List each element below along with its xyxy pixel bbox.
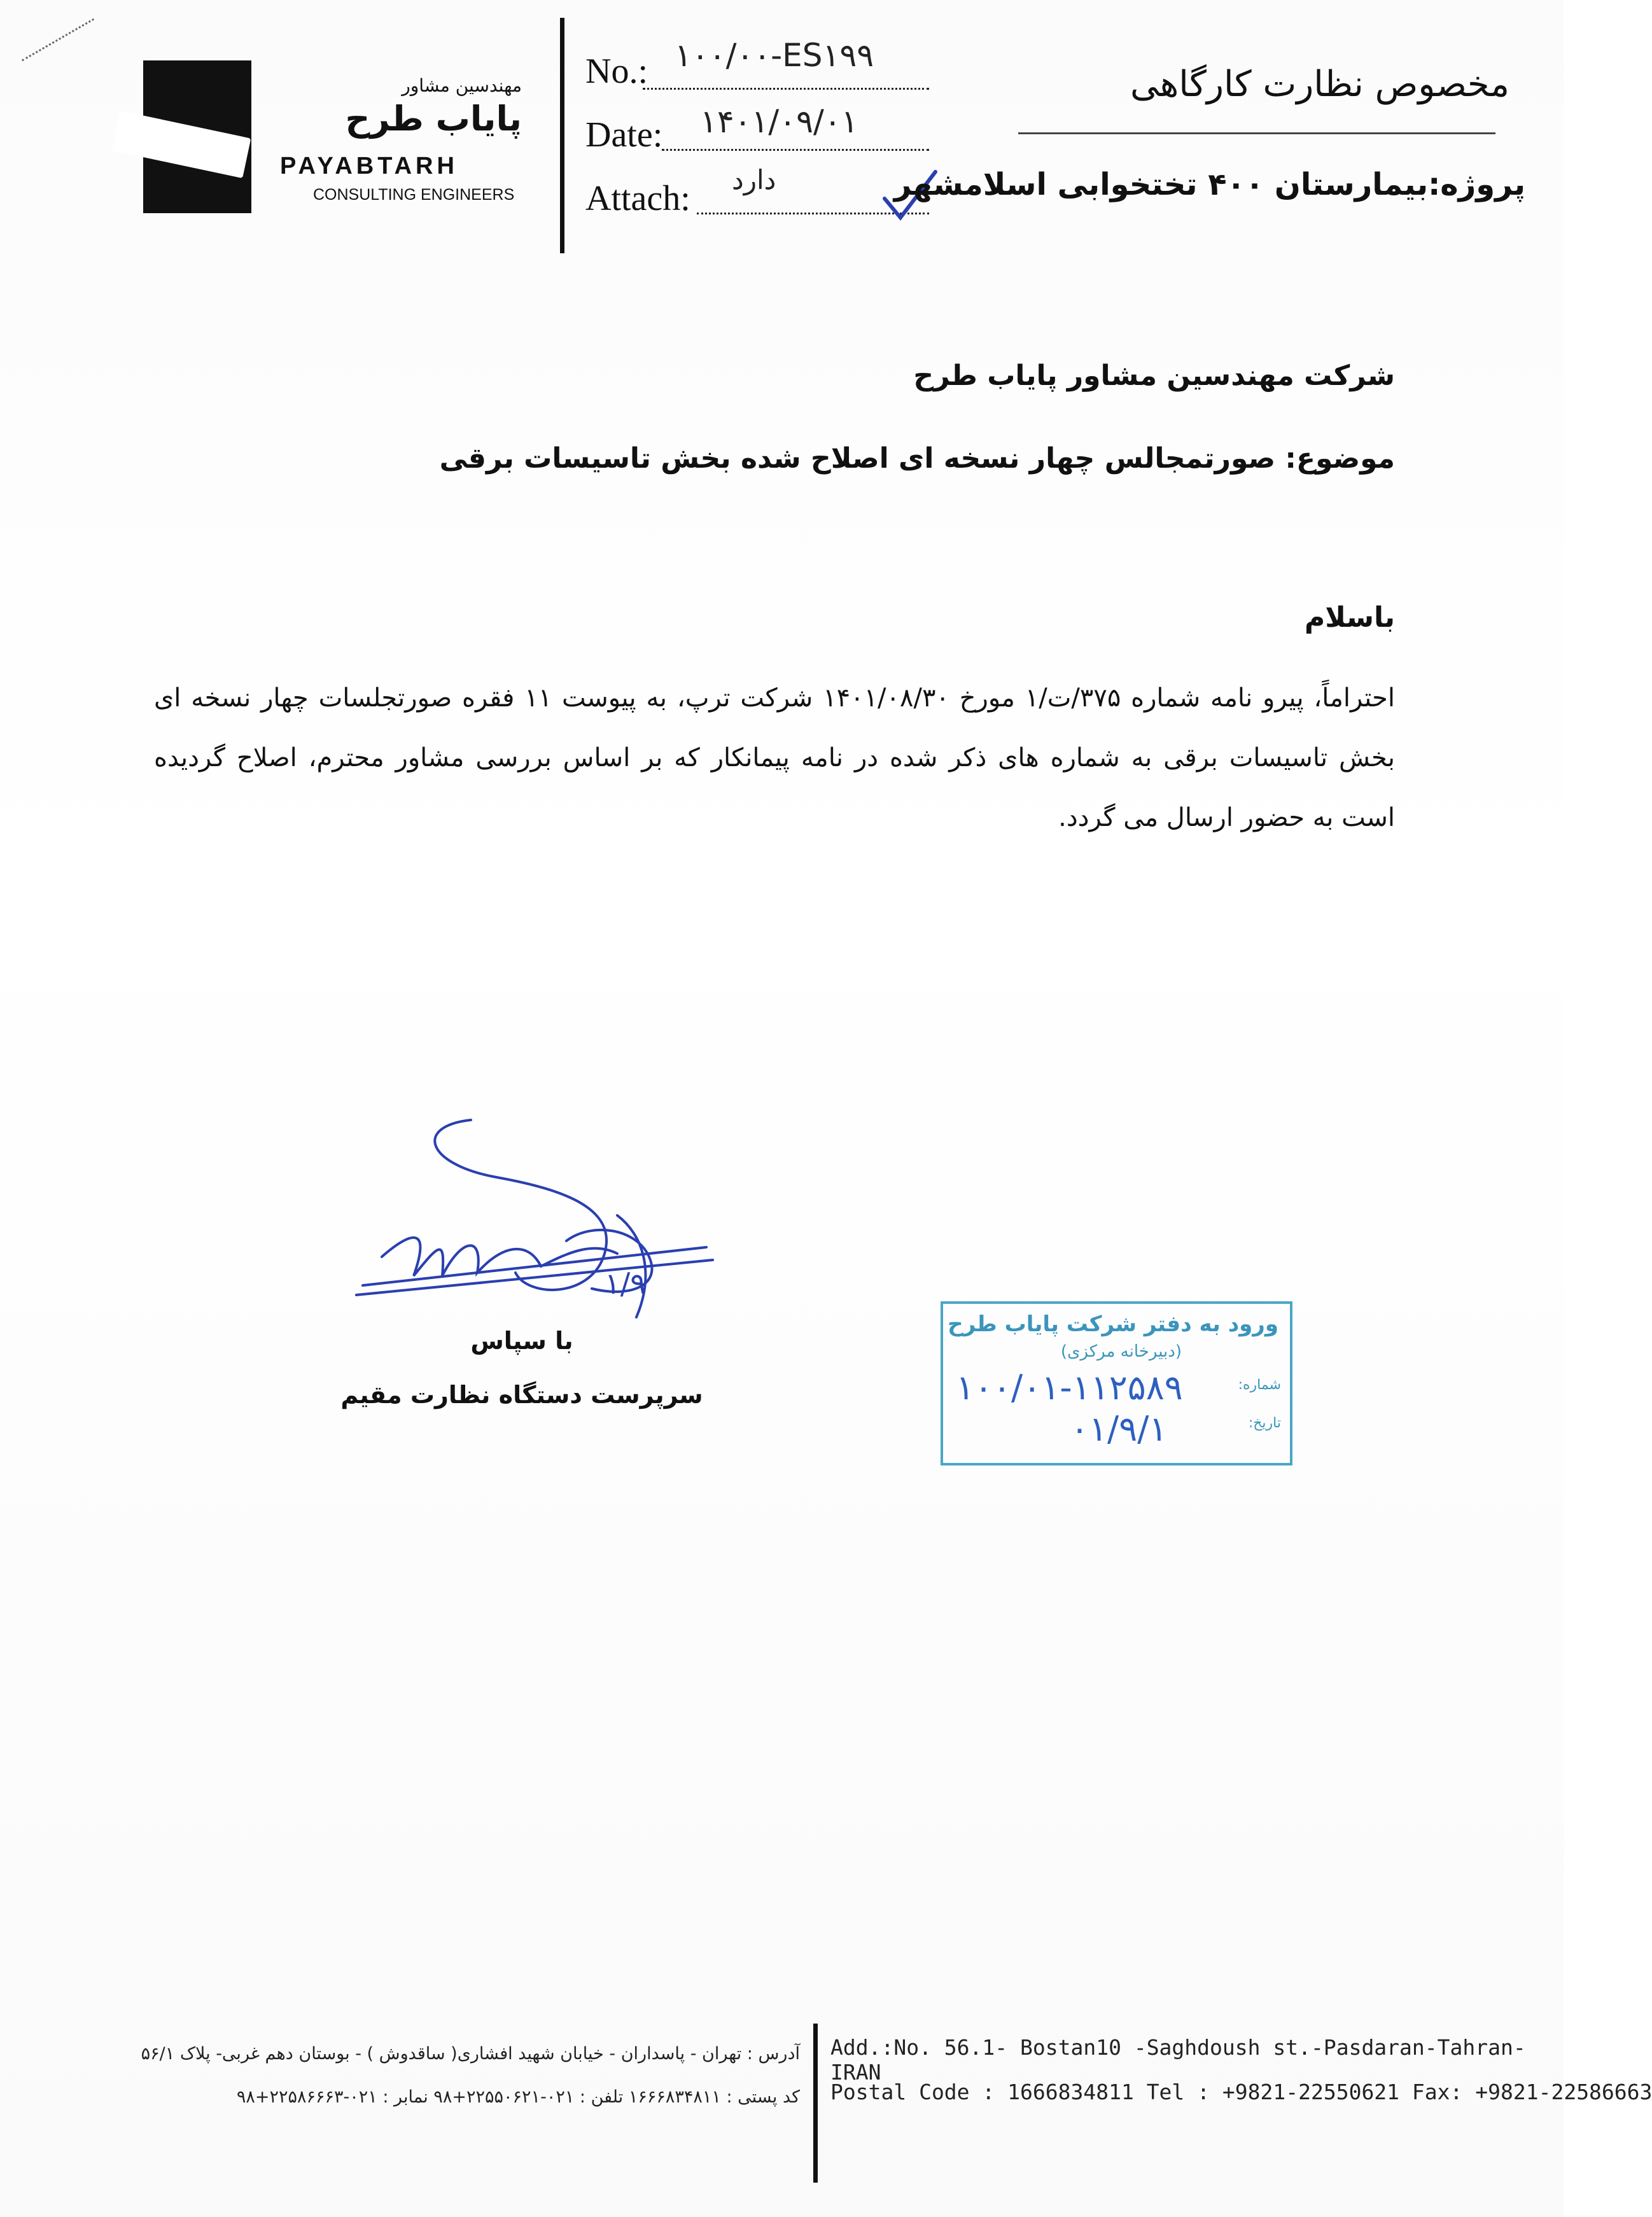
header-divider — [560, 18, 564, 253]
no-value: ۱۰۰/۰۰-ES۱۹۹ — [675, 37, 874, 74]
no-dotline — [643, 88, 929, 90]
attach-value: دارد — [732, 164, 776, 195]
project-title: پروژه:بیمارستان ۴۰۰ تختخوابی اسلامشهر — [893, 167, 1525, 202]
date-dotline — [662, 149, 929, 151]
footer-en-address: Add.:No. 56.1- Bostan10 -Saghdoush st.-Pasdaran-Tahran-IRAN — [830, 2035, 1526, 2085]
stamp-subtitle: (دبیرخانه مرکزی) — [1060, 1342, 1182, 1361]
stamp-number-value: ۱۰۰/۰۱-۱۱۲۵۸۹ — [956, 1367, 1183, 1408]
date-value: ۱۴۰۱/۰۹/۰۱ — [700, 103, 858, 140]
logo-fa-name: پایاب طرح — [345, 99, 522, 139]
logo-en-subtitle: CONSULTING ENGINEERS — [313, 186, 515, 204]
logo-fa-caption: مهندسین مشاور — [402, 75, 522, 96]
signatory: سرپرست دستگاه نظارت مقیم — [340, 1381, 703, 1409]
received-stamp — [941, 1301, 1292, 1465]
supervision-title: مخصوص نظارت کارگاهی — [1130, 64, 1509, 105]
footer-fa-contact: کد پستی : ۱۶۶۶۸۳۴۸۱۱ تلفن : ۰۲۱-۲۲۵۵۰۶۲۱+۹۸ نمابر : ۰۲۱-۲۲۵۸۶۶۶۳+۹۸ — [236, 2087, 800, 2107]
stamp-date-value: ۰۱/۹/۱ — [1070, 1409, 1168, 1449]
greeting: باسلام — [1305, 601, 1395, 634]
stamp-date-label: تاریخ: — [1248, 1415, 1281, 1431]
closing: با سپاس — [470, 1327, 573, 1355]
recipient: شرکت مهندسین مشاور پایاب طرح — [913, 360, 1395, 392]
subject: موضوع: صورتمجالس چهار نسخه ای اصلاح شده بخش تاسیسات برقی — [439, 442, 1395, 475]
footer-en-contact: Postal Code : 1666834811 Tel : +9821-22550621 Fax: +9821-22586663 — [830, 2080, 1652, 2104]
footer-fa-address: آدرس : تهران - پاسداران - خیابان شهید افشاری( ساقدوش ) - بوستان دهم غربی- پلاک ۵۶/۱ — [141, 2044, 800, 2064]
date-label: Date: — [585, 115, 663, 155]
stamp-number-label: شماره: — [1238, 1377, 1281, 1393]
footer-divider — [813, 2024, 818, 2183]
signature — [337, 1107, 783, 1336]
supervision-underline — [1018, 132, 1495, 134]
no-label: No.: — [585, 52, 648, 91]
logo-en-name: PAYABTARH — [280, 153, 458, 179]
stamp-title: ورود به دفتر شرکت پایاب طرح — [948, 1311, 1278, 1337]
signature-note: ۱/۹ — [605, 1266, 646, 1301]
attach-label: Attach: — [585, 179, 690, 218]
letter-body: احتراماً، پیرو نامه شماره ۳۷۵/ت/۱ مورخ ۱۴۰۱/۰۸/۳۰ شرکت ترپ، به پیوست ۱۱ فقره صورتجلسات چهار نسخه ای بخش تاسیسات برقی به شماره های ذکر شده در نامه پیمانکار که بر اساس بررسی مشاور محترم، اصلاح گردیده است به حضور ارسال می گردد. — [154, 683, 1396, 832]
